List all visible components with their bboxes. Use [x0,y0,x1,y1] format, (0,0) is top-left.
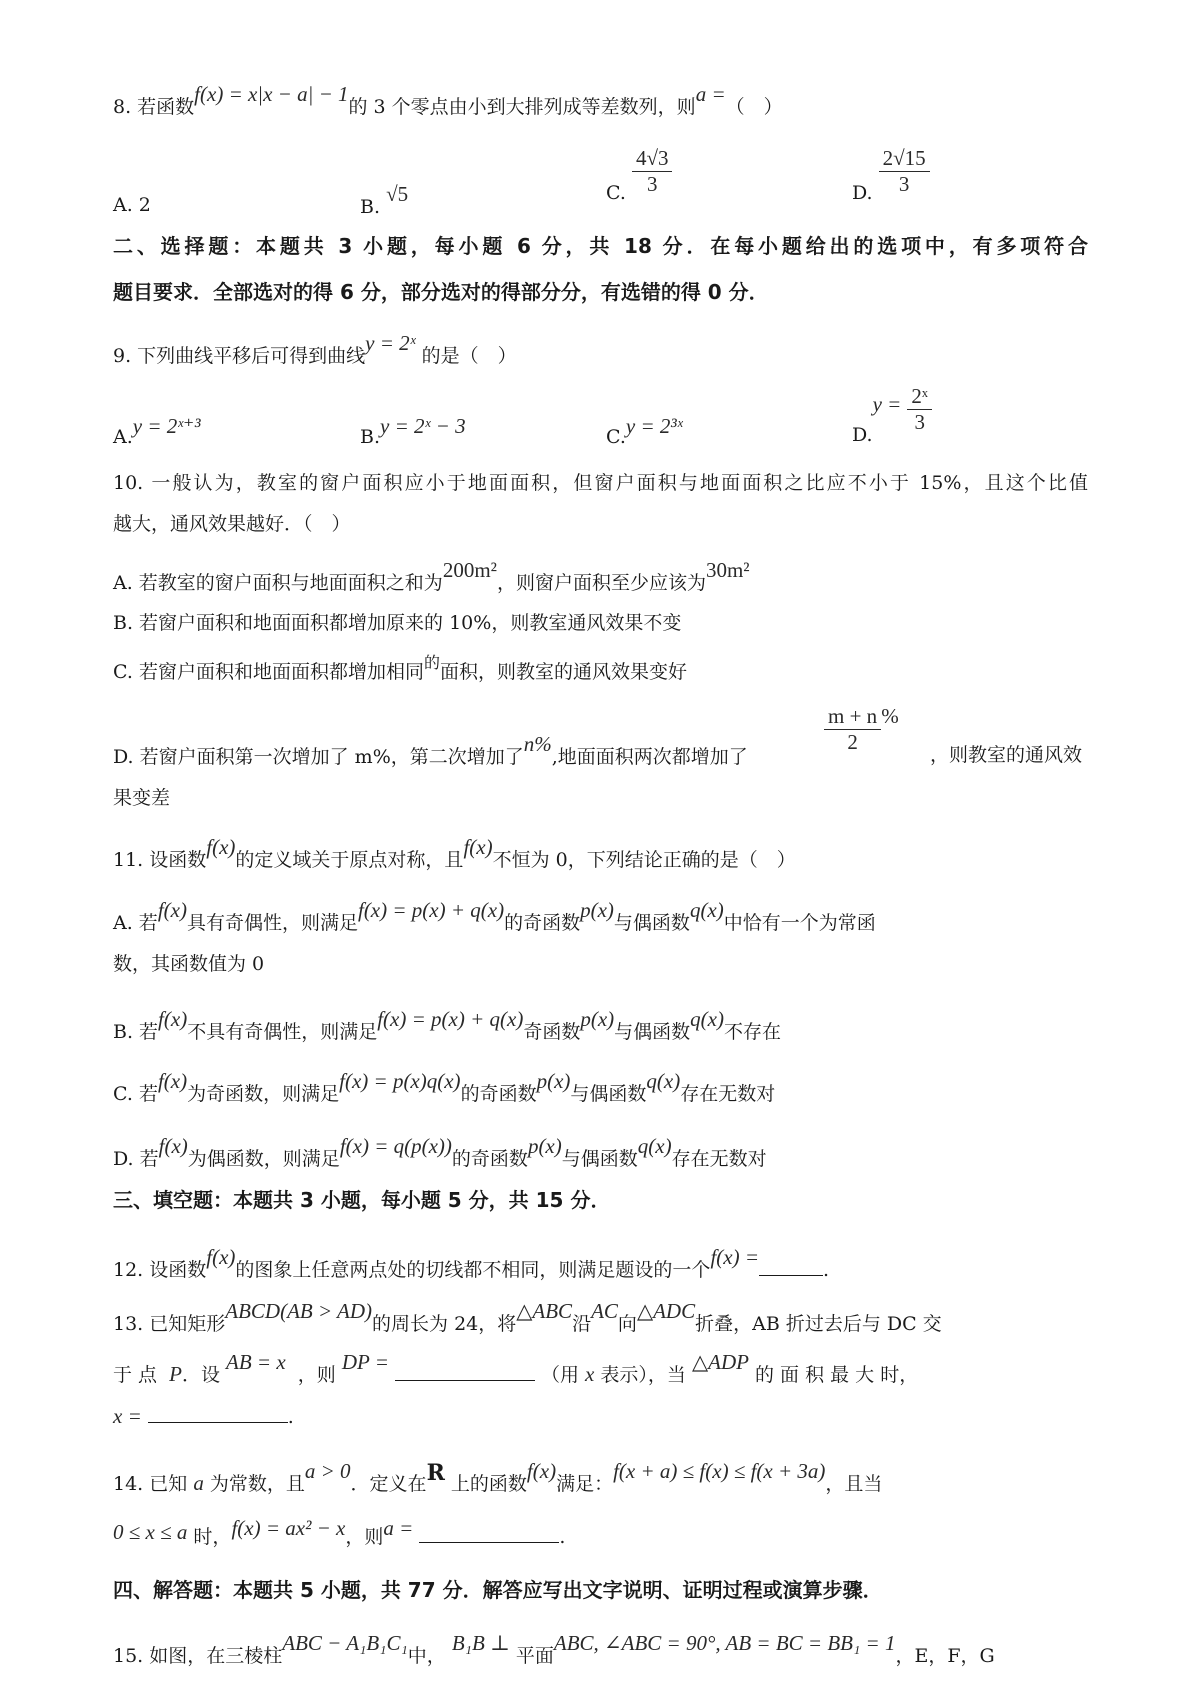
question-13-line3: x = . [113,1404,294,1428]
q13-x-blank[interactable] [148,1404,288,1423]
q8-option-c-fraction: $\frac{4√3}{3}$ [632,148,673,195]
q11-option-a: A. 若f(x)具有奇偶性，则满足f(x) = p(x) + q(x)的奇函数p(x)与偶函数q(x)中恰有一个为常函 [113,898,876,934]
question-15-line1: 15. 如图，在三棱柱ABC − A₁B₁C₁中， B₁B ⊥ 平面ABC, ∠ABC = 90°, AB = BC = BB₁ = 1，E，F，G [113,1631,995,1667]
question-10-line1: 10. 一般认为，教室的窗户面积应小于地面面积，但窗户面积与地面面积之比应不小于 15%，且这个比值 [113,472,1088,494]
question-14-line1: 14. 已知 a 为常数，且a > 0．定义在R 上的函数f(x)满足：f(x + a) ≤ f(x) ≤ f(x + 3a)，且当 [113,1459,883,1495]
q12-answer-blank[interactable] [759,1257,823,1276]
q10-option-d: D. 若窗户面积第一次增加了 m%，第二次增加了n%,地面面积两次都增加了 [113,732,748,768]
q11-option-d: D. 若f(x)为偶函数，则满足f(x) = q(p(x))的奇函数p(x)与偶函数q(x)存在无数对 [113,1134,767,1170]
q8-middle: 的 3 个零点由小到大排列成等差数列，则 [348,96,696,118]
question-11: 11. 设函数f(x)的定义域关于原点对称，且f(x)不恒为 0，下列结论正确的是（ ） [113,835,796,871]
q8-suffix: （ ） [725,96,783,118]
question-14-line2: 0 ≤ x ≤ a 时，f(x) = ax² − x，则a = . [113,1516,566,1548]
q8-variable: a = [695,82,726,106]
q9-option-d-fraction: $\frac{\text{2ˣ}}{3}$ [907,386,932,433]
section-3-heading: 三、填空题：本题共 3 小题，每小题 5 分，共 15 分． [113,1188,611,1212]
q8-option-b: B. √5 [360,182,409,218]
q14-answer-blank[interactable] [419,1524,559,1543]
q8-option-c: C. $\frac{4√3}{3}$ [606,148,672,195]
question-8 [113,82,783,118]
q8-option-a: A. 2 [113,194,151,216]
q11-option-a-line2: 数，其函数值为 0 [113,953,265,975]
q10-option-d-line2: 果变差 [113,787,171,809]
question-13-line1: 13. 已知矩形ABCD(AB > AD)的周长为 24，将△ABC沿AC向△ADC折叠，AB 折过去后与 DC 交 [113,1299,942,1335]
question-9: 9. 下列曲线平移后可得到曲线y = 2ˣ 的是（ ） [113,331,517,367]
q8-option-d: D. $\frac{2√15}{3}$ [852,148,930,195]
section-2-heading-line2: 题目要求．全部选对的得 6 分，部分选对的得部分分，有选错的得 0 分． [113,280,769,304]
q10-option-d-fraction: $\frac{m + n}{2}$ % [824,706,899,753]
question-13-line2: 于 点 P．设 AB = x ，则 DP = （用 x 表示），当 △ADP 的 面 积 最 大 时， [113,1350,919,1386]
q8-prefix: 8. 若函数 [113,96,195,118]
q10-option-d-tail: ，则教室的通风效 [930,744,1083,766]
q11-option-b: B. 若f(x)不具有奇偶性，则满足f(x) = p(x) + q(x)奇函数p(x)与偶函数q(x)不存在 [113,1007,781,1043]
q10-option-b: B. 若窗户面积和地面面积都增加原来的 10%，则教室通风效果不变 [113,612,682,634]
q9-option-d: D.y = $\frac{\text{2ˣ}}{3}$ [852,386,932,433]
q9-option-b: B.y = 2ˣ − 3 [360,414,466,448]
q8-option-d-fraction: $\frac{2√15}{3}$ [879,148,930,195]
q13-dp-blank[interactable] [395,1362,535,1381]
question-12: 12. 设函数f(x)的图象上任意两点处的切线都不相同，则满足题设的一个f(x) =. [113,1245,830,1281]
q9-math: y = 2ˣ [365,331,416,355]
q11-option-c: C. 若f(x)为奇函数，则满足f(x) = p(x)q(x)的奇函数p(x)与偶函数q(x)存在无数对 [113,1069,776,1105]
q9-option-a: A.y = 2ˣ⁺³ [113,414,201,448]
q10-option-c: C. 若窗户面积和地面面积都增加相同$^的$面积，则教室的通风效果变好 [113,653,687,683]
q10-option-a: A. 若教室的窗户面积与地面面积之和为200m²，则窗户面积至少应该为30m² [113,558,750,594]
q8-function: f(x) = x|x − a| − 1 [194,82,349,106]
section-4-heading: 四、解答题：本题共 5 小题，共 77 分．解答应写出文字说明、证明过程或演算步骤． [113,1578,883,1602]
question-10-line2: 越大，通风效果越好．（ ） [113,513,351,535]
q9-option-c: C.y = 2³ˣ [606,414,683,448]
section-2-heading-line1: 二、选择题：本题共 3 小题，每小题 6 分，共 18 分．在每小题给出的选项中，有多项符合 [113,234,1088,258]
